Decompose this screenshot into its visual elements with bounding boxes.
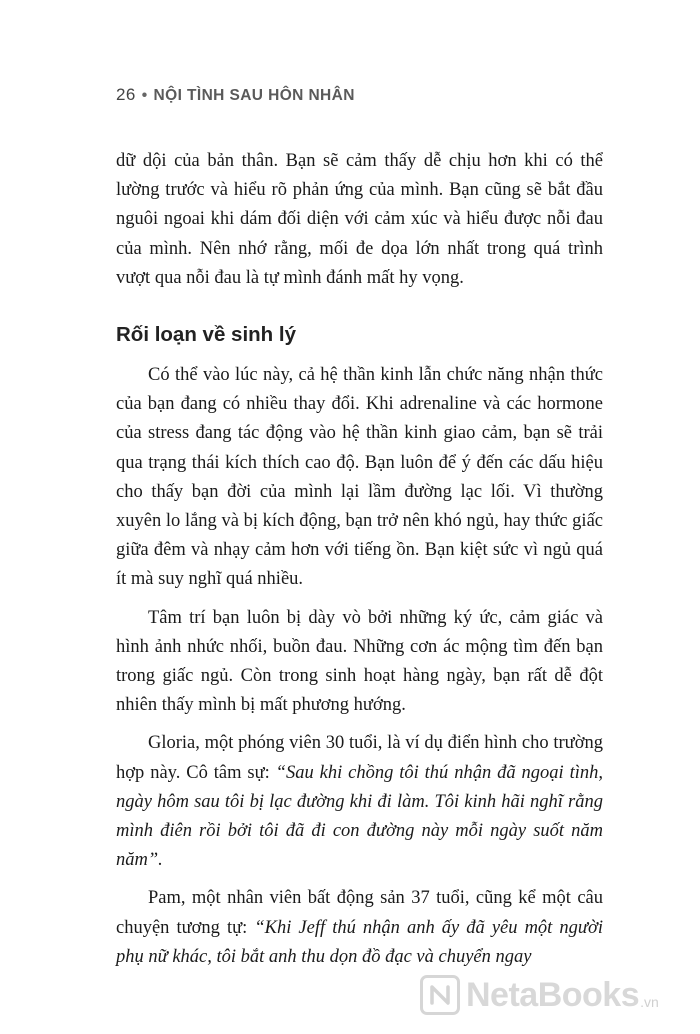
- page-body: [116, 147, 603, 972]
- paragraph-text: Gloria, một phóng viên 30 tuổi, là ví dụ điển hình cho trường hợp này. Cô tâm sự:: [116, 733, 603, 783]
- section-heading: Rối loạn về sinh lý: [116, 323, 296, 347]
- watermark: [420, 970, 690, 1020]
- paragraph: Tâm trí bạn luôn bị dày vò bởi những ký ức, cảm giác và hình ảnh nhức nhối, buồn đau. Những cơn ác mộng tìm đến bạn trong giấc ngủ. Còn trong sinh hoạt hàng ngày, bạn rất dễ đột nhiên thấy mình bị mất phương hướng.: [116, 607, 603, 716]
- running-header: [116, 85, 355, 105]
- watermark-brand: NetaBooks: [466, 975, 640, 1014]
- quote-text: “Sau khi chồng tôi thú nhận đã ngoại tình, ngày hôm sau tôi bị lạc đường khi đi làm. Tôi kinh hãi nghĩ rằng mình điên rồi bởi tôi đã đi con đường này mỗi ngày suốt năm năm”.: [116, 762, 603, 871]
- paragraph: Có thể vào lúc này, cả hệ thần kinh lẫn chức năng nhận thức của bạn đang có nhiều thay đổi. Khi adrenaline và các hormone của stress đang tác động vào hệ thần kinh giao cảm, bạn sẽ trải qua trạng thái kích thích cao độ. Bạn luôn để ý đến các dấu hiệu cho thấy bạn đời của mình lại lầm đường lạc lối. Vì thường xuyên lo lắng và bị kích động, bạn trở nên khó ngủ, hay thức giấc giữa đêm và nhạy cảm hơn với tiếng ồn. Bạn kiệt sức vì ngủ quá ít mà suy nghĩ quá nhiều.: [116, 365, 603, 590]
- paragraph-continuation: dữ dội của bản thân. Bạn sẽ cảm thấy dễ chịu hơn khi có thể lường trước và hiểu rõ phản ứng của mình. Bạn cũng sẽ bắt đầu nguôi ngoai khi dám đối diện với cảm xúc và hiểu được nỗi đau của mình. Nên nhớ rằng, mối đe dọa lớn nhất trong quá trình vượt qua nỗi đau là tự mình đánh mất hy vọng.: [116, 151, 603, 288]
- n-logo-icon: [420, 975, 460, 1015]
- watermark-domain: .vn: [640, 994, 659, 1010]
- paragraph-gloria: [116, 729, 603, 875]
- book-title: NỘI TÌNH SAU HÔN NHÂN: [153, 87, 355, 104]
- paragraph-text: Pam, một nhân viên bất động sản 37 tuổi, cũng kể một câu chuyện tương tự:: [116, 888, 603, 938]
- page-number: 26: [116, 85, 136, 104]
- header-separator: •: [141, 87, 148, 104]
- paragraph-pam: [116, 884, 603, 972]
- quote-text: “Khi Jeff thú nhận anh ấy đã yêu một người phụ nữ khác, tôi bắt anh thu dọn đồ đạc và chuyển ngay: [116, 917, 603, 967]
